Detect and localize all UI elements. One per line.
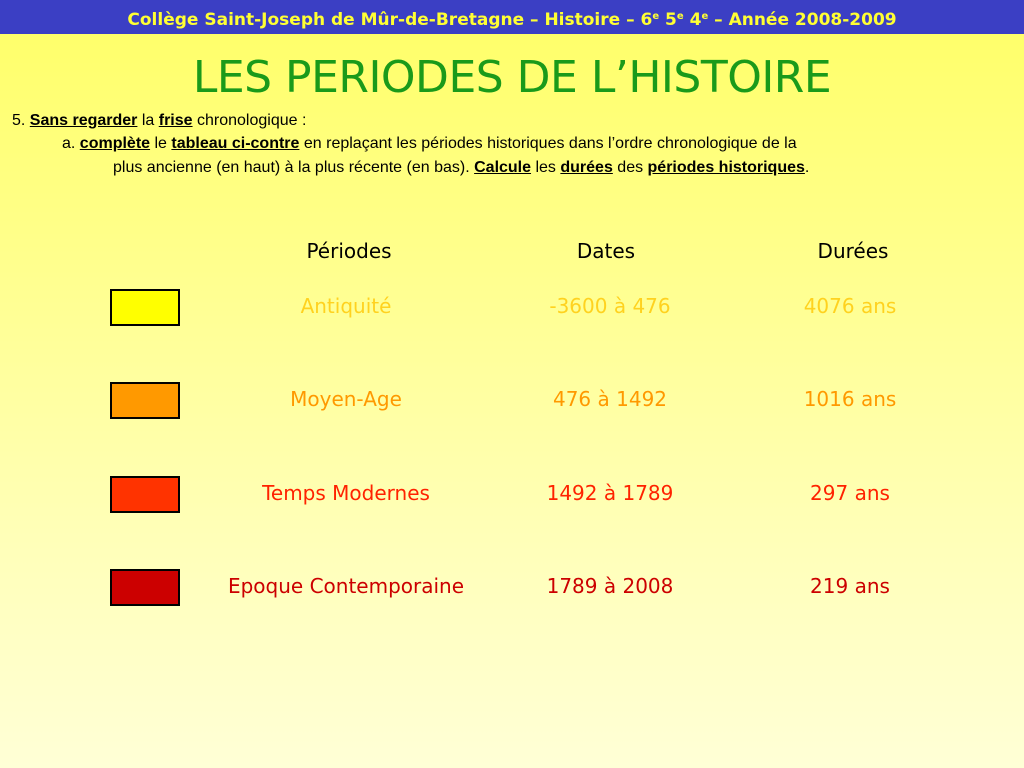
period-duration: 297 ans bbox=[810, 481, 890, 505]
table-row bbox=[0, 382, 1024, 422]
instruction-number: 5. bbox=[12, 112, 30, 129]
period-duration: 1016 ans bbox=[803, 387, 897, 411]
keyword: durées bbox=[560, 159, 613, 176]
instruction-line bbox=[62, 134, 797, 154]
instruction-text: en replaçant les périodes historiques dans l’ordre chronologique de la bbox=[299, 135, 797, 152]
period-color-swatch bbox=[110, 289, 180, 326]
header-sup: e bbox=[652, 11, 660, 22]
page-title: LES PERIODES DE L’HISTOIRE bbox=[192, 52, 832, 103]
column-header-dates: Dates bbox=[576, 239, 636, 263]
instruction-text: la bbox=[137, 112, 159, 129]
period-color-swatch bbox=[110, 569, 180, 606]
period-name: Temps Modernes bbox=[262, 481, 430, 505]
column-header-durations: Durées bbox=[817, 239, 889, 263]
header-suffix: – Année 2008-2009 bbox=[708, 10, 897, 30]
instruction-text: . bbox=[804, 159, 810, 176]
table-row bbox=[0, 289, 1024, 329]
instruction-line bbox=[113, 158, 809, 178]
keyword: périodes historiques bbox=[647, 159, 805, 176]
header-prefix: Collège Saint-Joseph de Mûr-de-Bretagne – Histoire – 6 bbox=[127, 10, 653, 30]
instruction-text: plus ancienne (en haut) à la plus récente (en bas). bbox=[113, 159, 475, 176]
keyword: complète bbox=[79, 135, 151, 152]
column-header-periods: Périodes bbox=[306, 239, 392, 263]
header-mid: 5 bbox=[659, 10, 677, 30]
instruction-sub-letter: a. bbox=[62, 135, 80, 152]
instruction-text: des bbox=[612, 159, 648, 176]
keyword: Calcule bbox=[474, 159, 532, 176]
period-color-swatch bbox=[110, 476, 180, 513]
period-name: Epoque Contemporaine bbox=[227, 574, 465, 598]
table-row bbox=[0, 476, 1024, 516]
period-dates: -3600 à 476 bbox=[549, 294, 671, 318]
header-sup: e bbox=[701, 11, 709, 22]
instruction-line bbox=[12, 111, 306, 131]
instruction-text: les bbox=[531, 159, 561, 176]
period-dates: 1789 à 2008 bbox=[546, 574, 674, 598]
header-bar bbox=[0, 0, 1024, 34]
period-color-swatch bbox=[110, 382, 180, 419]
period-duration: 4076 ans bbox=[803, 294, 897, 318]
keyword: frise bbox=[158, 112, 193, 129]
table-row bbox=[0, 569, 1024, 609]
instruction-text: chronologique : bbox=[192, 112, 307, 129]
period-dates: 1492 à 1789 bbox=[546, 481, 674, 505]
keyword: Sans regarder bbox=[29, 112, 138, 129]
period-name: Antiquité bbox=[300, 294, 392, 318]
keyword: tableau ci-contre bbox=[171, 135, 300, 152]
period-duration: 219 ans bbox=[810, 574, 890, 598]
instruction-text: le bbox=[150, 135, 172, 152]
period-name: Moyen-Age bbox=[290, 387, 402, 411]
period-dates: 476 à 1492 bbox=[552, 387, 668, 411]
header-sup: e bbox=[676, 11, 684, 22]
header-mid: 4 bbox=[683, 10, 702, 30]
